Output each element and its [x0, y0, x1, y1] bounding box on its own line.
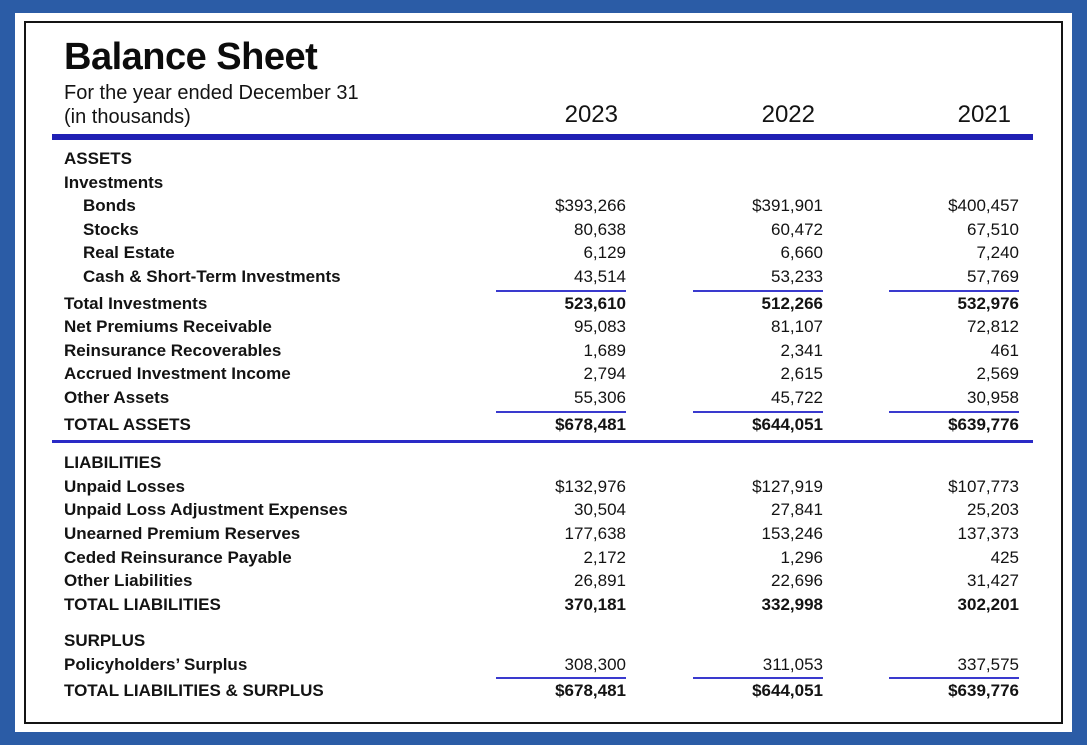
table-row [64, 386, 1019, 413]
cell-2023 [429, 569, 626, 593]
table-row [64, 265, 1019, 292]
cell-2022 [626, 147, 823, 171]
row-label: Total Investments [64, 293, 208, 313]
cell-2022 [626, 498, 823, 522]
cell-2023 [429, 315, 626, 339]
row-label: Other Assets [64, 387, 170, 407]
cell-value: $127,919 [752, 476, 823, 496]
table-row [64, 241, 1019, 265]
cell-2022 [626, 265, 823, 292]
cell-value: 31,427 [967, 571, 1019, 591]
subtitle-period: For the year ended December 31 [64, 82, 359, 104]
cell-value: 26,891 [574, 571, 626, 591]
cell-value: 7,240 [976, 243, 1019, 263]
cell-2021 [823, 292, 1019, 316]
balance-sheet-document [24, 21, 1063, 724]
cell-value: 2,794 [583, 364, 626, 384]
cell-value: 332,998 [761, 594, 823, 614]
cell-2022 [626, 653, 823, 680]
row-label: Stocks [83, 219, 139, 239]
cell-2023 [429, 147, 626, 171]
cell-2022 [626, 569, 823, 593]
cell-2023 [429, 171, 626, 195]
cell-2021 [823, 171, 1019, 195]
cell-value: $678,481 [555, 681, 626, 701]
cell-2022 [626, 339, 823, 363]
cell-2022 [626, 413, 823, 437]
cell-value: 308,300 [496, 653, 626, 680]
cell-value: 27,841 [771, 500, 823, 520]
cell-value: 43,514 [496, 265, 626, 292]
table-row [64, 475, 1019, 499]
cell-2022 [626, 522, 823, 546]
cell-value: 425 [990, 547, 1019, 567]
column-header-2021: 2021 [957, 101, 1011, 128]
cell-2021 [823, 522, 1019, 546]
table-row [64, 315, 1019, 339]
row-label: Unpaid Loss Adjustment Expenses [64, 500, 348, 520]
row-label: Other Liabilities [64, 571, 193, 591]
cell-2023 [429, 498, 626, 522]
section-header-row [64, 629, 1019, 653]
subtitle-units: (in thousands) [64, 106, 191, 128]
table-row [64, 218, 1019, 242]
cell-value: 311,053 [693, 653, 823, 680]
cell-2023 [429, 593, 626, 617]
cell-2023 [429, 386, 626, 413]
column-header-2023: 2023 [564, 101, 618, 128]
cell-2021 [823, 629, 1019, 653]
cell-2022 [626, 218, 823, 242]
subtitle-block [64, 81, 429, 129]
cell-value: $107,773 [948, 476, 1019, 496]
table-row [64, 653, 1019, 680]
cell-value: 2,341 [780, 340, 823, 360]
table-row [64, 679, 1019, 703]
table-row [64, 569, 1019, 593]
cell-2021 [823, 498, 1019, 522]
cell-2021 [823, 475, 1019, 499]
cell-value: $400,457 [948, 196, 1019, 216]
cell-value: 80,638 [574, 219, 626, 239]
cell-value: 302,201 [957, 594, 1019, 614]
section-surplus [64, 629, 1019, 703]
cell-2022 [626, 475, 823, 499]
cell-value: 177,638 [564, 523, 626, 543]
cell-2021 [823, 451, 1019, 475]
cell-2021 [823, 218, 1019, 242]
cell-2021 [823, 194, 1019, 218]
table-body [64, 147, 1019, 703]
cell-value: 137,373 [957, 523, 1019, 543]
cell-value: 461 [990, 340, 1019, 360]
table-header [64, 81, 1019, 129]
cell-2021 [823, 653, 1019, 680]
row-label: Real Estate [83, 243, 175, 263]
cell-value: 53,233 [693, 265, 823, 292]
cell-value: 512,266 [761, 293, 823, 313]
row-label: Cash & Short-Term Investments [83, 266, 341, 286]
cell-2023 [429, 292, 626, 316]
page-title: Balance Sheet [64, 36, 318, 78]
cell-value: 22,696 [771, 571, 823, 591]
cell-value: 153,246 [761, 523, 823, 543]
cell-value: 60,472 [771, 219, 823, 239]
cell-2021 [823, 569, 1019, 593]
cell-value: 532,976 [957, 293, 1019, 313]
section-header-row [64, 147, 1019, 171]
cell-value: 25,203 [967, 500, 1019, 520]
cell-value: $678,481 [555, 414, 626, 434]
cell-2022 [626, 386, 823, 413]
cell-2021 [823, 546, 1019, 570]
cell-2022 [626, 546, 823, 570]
cell-2021 [823, 386, 1019, 413]
cell-2022 [626, 315, 823, 339]
table-row [64, 593, 1019, 617]
row-label: Policyholders’ Surplus [64, 654, 248, 674]
cell-value: 370,181 [564, 594, 626, 614]
cell-value: 1,689 [583, 340, 626, 360]
table-row [64, 522, 1019, 546]
cell-value: 95,083 [574, 317, 626, 337]
cell-value: 2,615 [780, 364, 823, 384]
row-label: Reinsurance Recoverables [64, 340, 282, 360]
cell-value: 57,769 [889, 265, 1019, 292]
header-double-rule [52, 134, 1033, 140]
cell-2022 [626, 171, 823, 195]
row-label: ASSETS [64, 149, 133, 168]
row-label: Ceded Reinsurance Payable [64, 547, 292, 567]
row-label: Bonds [83, 196, 136, 216]
cell-2022 [626, 451, 823, 475]
row-label: Investments [64, 172, 164, 192]
cell-value: $391,901 [752, 196, 823, 216]
cell-2021 [823, 679, 1019, 703]
row-label: TOTAL LIABILITIES & SURPLUS [64, 681, 324, 701]
cell-value: $644,051 [752, 414, 823, 434]
cell-value: 72,812 [967, 317, 1019, 337]
row-label: Unearned Premium Reserves [64, 523, 301, 543]
section-liabilities [64, 451, 1019, 616]
table-row [64, 498, 1019, 522]
cell-2021 [823, 147, 1019, 171]
section-divider-rule [52, 440, 1033, 443]
table-row [64, 171, 1019, 195]
row-label: SURPLUS [64, 631, 146, 651]
cell-value: 6,129 [583, 243, 626, 263]
cell-2021 [823, 241, 1019, 265]
cell-value: 2,172 [583, 547, 626, 567]
cell-value: $644,051 [752, 681, 823, 701]
cell-2022 [626, 362, 823, 386]
cell-value: 67,510 [967, 219, 1019, 239]
cell-value: 30,504 [574, 500, 626, 520]
table-row [64, 339, 1019, 363]
cell-2023 [429, 451, 626, 475]
cell-value: 45,722 [693, 386, 823, 413]
cell-2022 [626, 194, 823, 218]
cell-2021 [823, 362, 1019, 386]
table-row [64, 413, 1019, 437]
cell-2023 [429, 362, 626, 386]
cell-value: $132,976 [555, 476, 626, 496]
row-label: Unpaid Losses [64, 476, 185, 496]
cell-2021 [823, 593, 1019, 617]
cell-2023 [429, 339, 626, 363]
cell-value: 2,569 [976, 364, 1019, 384]
cell-value: $639,776 [948, 414, 1019, 434]
row-label: TOTAL ASSETS [64, 414, 191, 434]
table-row [64, 546, 1019, 570]
cell-value: 30,958 [889, 386, 1019, 413]
cell-value: 6,660 [780, 243, 823, 263]
table-row [64, 194, 1019, 218]
cell-2023 [429, 522, 626, 546]
page-mat [15, 13, 1072, 732]
cell-value: 523,610 [564, 293, 626, 313]
cell-2023 [429, 546, 626, 570]
column-header-2022: 2022 [761, 101, 815, 128]
cell-2023 [429, 265, 626, 292]
cell-2023 [429, 413, 626, 437]
row-label: Accrued Investment Income [64, 364, 291, 384]
cell-2022 [626, 593, 823, 617]
row-label: Net Premiums Receivable [64, 317, 272, 337]
cell-2023 [429, 653, 626, 680]
cell-2022 [626, 292, 823, 316]
cell-2023 [429, 629, 626, 653]
cell-2022 [626, 241, 823, 265]
section-assets [64, 147, 1019, 436]
table-row [64, 362, 1019, 386]
row-label: LIABILITIES [64, 453, 162, 473]
cell-2023 [429, 241, 626, 265]
table-row [64, 292, 1019, 316]
section-header-row [64, 451, 1019, 475]
cell-2023 [429, 679, 626, 703]
cell-value: 81,107 [771, 317, 823, 337]
cell-2022 [626, 629, 823, 653]
row-label: TOTAL LIABILITIES [64, 594, 221, 614]
cell-value: 1,296 [780, 547, 823, 567]
cell-value: 55,306 [496, 386, 626, 413]
cell-value: $639,776 [948, 681, 1019, 701]
cell-2023 [429, 218, 626, 242]
cell-value: 337,575 [889, 653, 1019, 680]
cell-2021 [823, 339, 1019, 363]
cell-2021 [823, 265, 1019, 292]
cell-2021 [823, 315, 1019, 339]
cell-2021 [823, 413, 1019, 437]
cell-2023 [429, 475, 626, 499]
cell-2022 [626, 679, 823, 703]
cell-value: $393,266 [555, 196, 626, 216]
cell-2023 [429, 194, 626, 218]
